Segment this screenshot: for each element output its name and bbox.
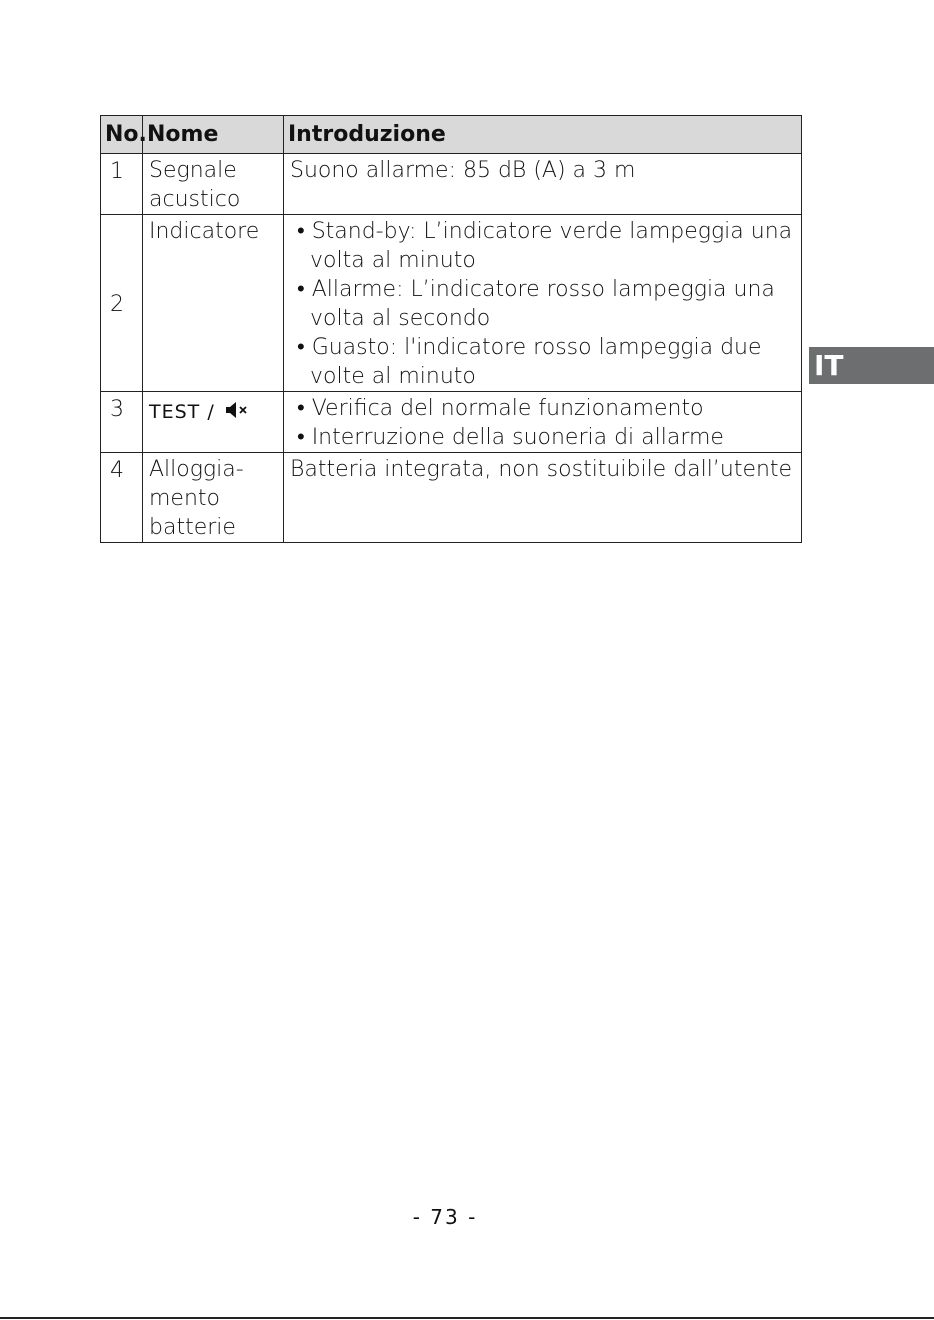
bullet-item: • Interruzione della suoneria di allarme [297,425,724,450]
row-name [143,215,284,392]
row-intro: Batteria integrata, non sostituibile dall’utente [284,453,802,543]
row-number: 2 [101,215,143,392]
language-tab: IT [809,347,934,384]
page-number: - 73 - [412,1205,478,1229]
row-number: 3 [101,392,143,453]
row-number: 4 [101,453,143,543]
bullet-item: • Guasto: l'indicatore rosso lampeggia due volte al minuto [297,335,762,389]
table-row [101,215,802,392]
bullet-item: • Allarme: L’indicatore rosso lampeggia una volta al secondo [297,277,775,331]
bullet-item: • Verifica del normale funzionamento [297,396,704,421]
row-intro: Suono allarme: 85 dB (A) a 3 m [284,154,802,215]
specification-table [100,115,802,543]
row-number: 1 [101,154,143,215]
name-line: Segnale [149,158,237,183]
header-intro: Introduzione [284,116,802,154]
name-line: acustico [149,187,241,212]
header-no: No. [101,116,143,154]
row-name [143,154,284,215]
bottom-divider [0,1317,934,1319]
row-name [143,392,284,453]
row-name [143,453,284,543]
name-line: batterie [149,515,236,540]
row-intro [284,215,802,392]
table-row [101,154,802,215]
row-intro [284,392,802,453]
name-line: Alloggia- [149,457,244,482]
speaker-mute-icon [224,398,252,427]
name-line: Indicatore [149,219,260,244]
header-name: Nome [143,116,284,154]
table-row [101,453,802,543]
name-line: mento [149,486,220,511]
table-header-row [101,116,802,154]
test-mute-label: TEST / [149,401,215,423]
bullet-item: • Stand-by: L’indicatore verde lampeggia una volta al minuto [297,219,793,273]
table-row [101,392,802,453]
